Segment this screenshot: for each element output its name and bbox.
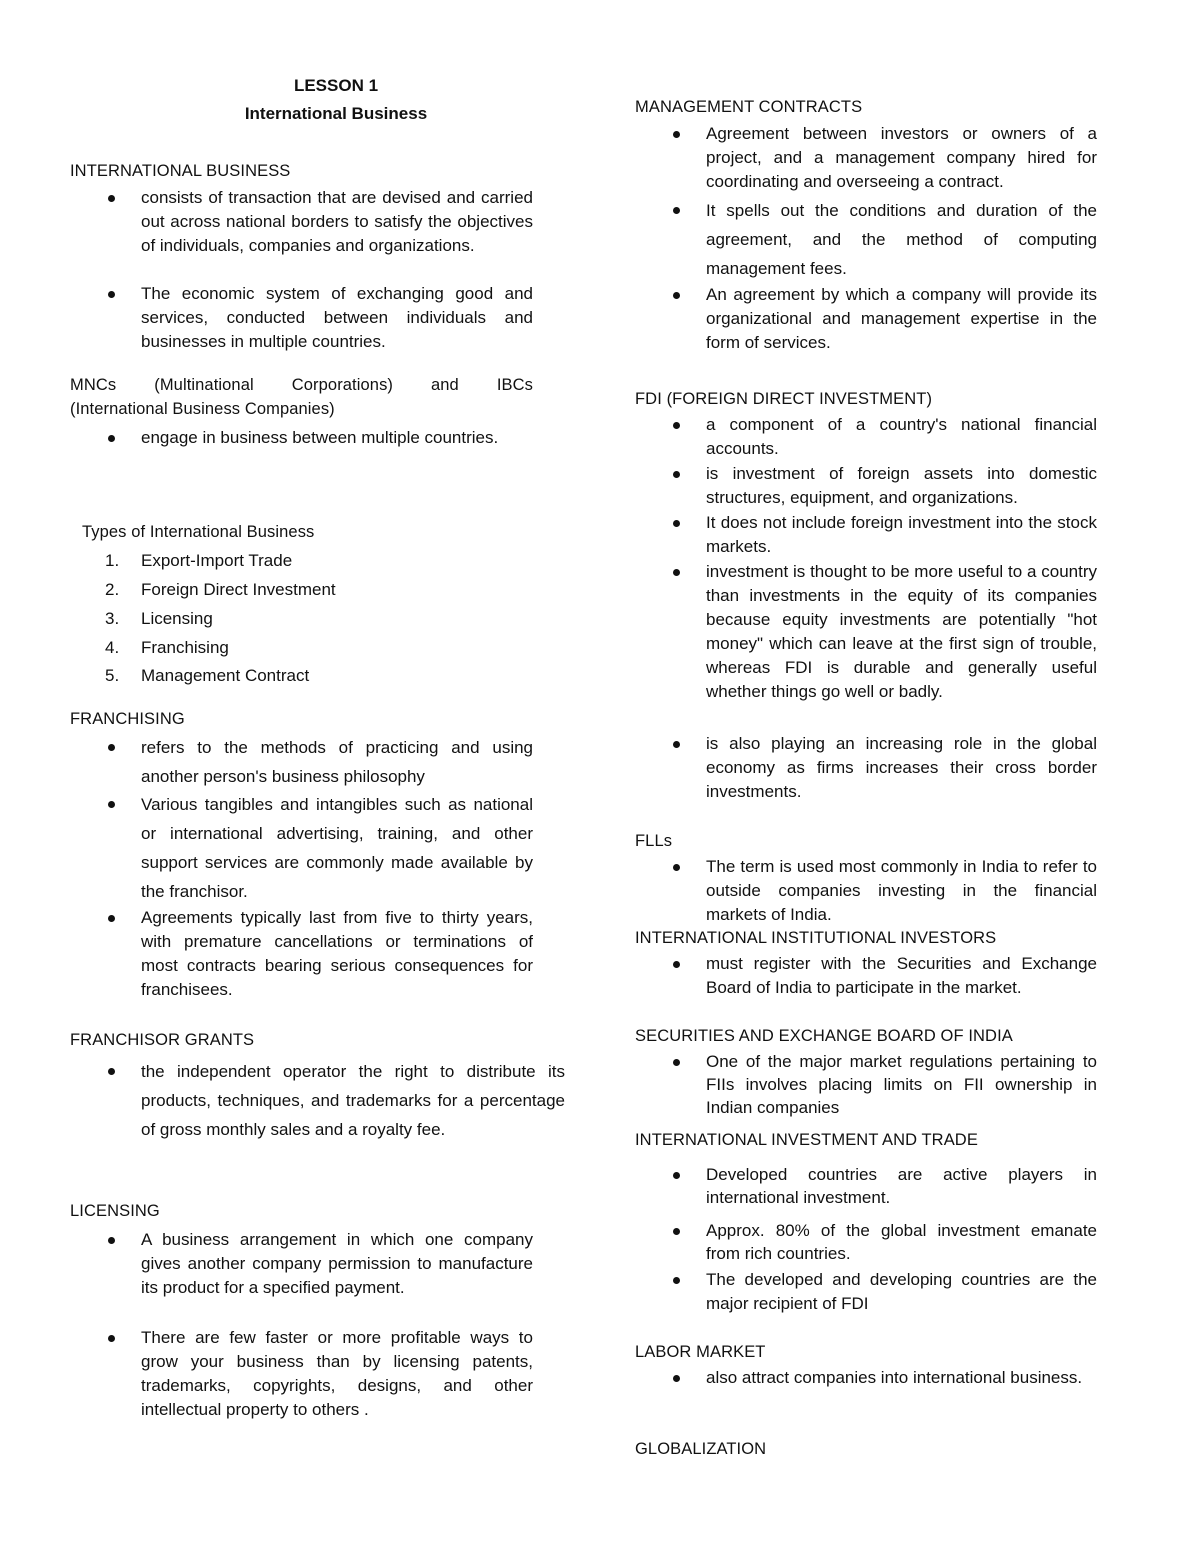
- list-item: engage in business between multiple countries.: [141, 422, 533, 454]
- section-heading-mncs-line2: (International Business Companies): [70, 400, 335, 418]
- list-item: The term is used most commonly in India to refer to outside companies investing in the financial markets of India.: [706, 855, 1097, 927]
- section-heading-types: Types of International Business: [82, 523, 315, 541]
- numbered-item: 5. Management Contract: [105, 666, 310, 685]
- list-item: The developed and developing countries are the major recipient of FDI: [706, 1268, 1097, 1316]
- list-item: refers to the methods of practicing and using another person's business philosophy: [141, 733, 533, 791]
- section-heading-fdi: FDI (FOREIGN DIRECT INVESTMENT): [635, 390, 933, 408]
- section-heading-international-business: INTERNATIONAL BUSINESS: [70, 162, 291, 180]
- section-heading-international-investment-trade: INTERNATIONAL INVESTMENT AND TRADE: [635, 1131, 978, 1149]
- numbered-item: 2. Foreign Direct Investment: [105, 580, 336, 599]
- list-item: investment is thought to be more useful to a country than investments in the equity of its companies because equity investments are potentially "hot money" which can leave at the first sign of trouble, whereas FDI is durable and generally useful whether things go well or badly.: [706, 560, 1097, 704]
- numbered-item: 4. Franchising: [105, 638, 229, 657]
- list-item: a component of a country's national financial accounts.: [706, 413, 1097, 461]
- list-item: the independent operator the right to distribute its products, techniques, and trademarks for a percentage of gross monthly sales and a royalty fee.: [141, 1057, 565, 1144]
- section-heading-licensing: LICENSING: [70, 1202, 160, 1220]
- numbered-item: 1. Export-Import Trade: [105, 551, 293, 570]
- list-item: Developed countries are active players in international investment.: [706, 1165, 1097, 1207]
- section-heading-flls: FLLs: [635, 832, 673, 850]
- lesson-title: LESSON 1: [293, 76, 379, 95]
- section-heading-franchising: FRANCHISING: [70, 710, 185, 728]
- list-item: One of the major market regulations pertaining to FIIs involves placing limits on FII ownership in Indian companies: [706, 1052, 1097, 1117]
- list-item: must register with the Securities and Exchange Board of India to participate in the market.: [706, 952, 1097, 1000]
- section-heading-labor-market: LABOR MARKET: [635, 1343, 766, 1361]
- list-item: Agreement between investors or owners of a project, and a management company hired for coordinating and overseeing a contract.: [706, 122, 1097, 194]
- section-heading-sebi: SECURITIES AND EXCHANGE BOARD OF INDIA: [635, 1027, 1013, 1045]
- numbered-item: 3. Licensing: [105, 609, 213, 628]
- list-item: There are few faster or more profitable ways to grow your business than by licensing patents, trademarks, copyrights, designs, and other intellectual property to others .: [141, 1326, 533, 1422]
- list-item: is investment of foreign assets into domestic structures, equipment, and organizations.: [706, 462, 1097, 510]
- list-item: Various tangibles and intangibles such as national or international advertising, training, and other support services are commonly made available by the franchisor.: [141, 790, 533, 906]
- list-item: A business arrangement in which one company gives another company permission to manufacture its product for a specified payment.: [141, 1228, 533, 1300]
- list-item: Approx. 80% of the global investment emanate from rich countries.: [706, 1221, 1097, 1263]
- list-item: consists of transaction that are devised and carried out across national borders to satisfy the objectives of individuals, companies and organizations.: [141, 186, 533, 258]
- lesson-subtitle: International Business: [244, 104, 428, 123]
- section-heading-globalization: GLOBALIZATION: [635, 1440, 767, 1458]
- list-item: An agreement by which a company will provide its organizational and management expertise in the form of services.: [706, 283, 1097, 355]
- section-heading-international-institutional-investors: INTERNATIONAL INSTITUTIONAL INVESTORS: [635, 929, 997, 947]
- section-heading-franchisor-grants: FRANCHISOR GRANTS: [70, 1031, 255, 1049]
- list-item: It spells out the conditions and duration of the agreement, and the method of computing management fees.: [706, 196, 1097, 283]
- list-item: also attract companies into international business.: [706, 1366, 1097, 1390]
- list-item: The economic system of exchanging good and services, conducted between individuals and businesses in multiple countries.: [141, 282, 533, 354]
- section-heading-management-contracts: MANAGEMENT CONTRACTS: [635, 98, 863, 116]
- list-item: It does not include foreign investment into the stock markets.: [706, 511, 1097, 559]
- list-item: Agreements typically last from five to thirty years, with premature cancellations or terminations of most contracts bearing serious consequences for franchisees.: [141, 906, 533, 1002]
- list-item: is also playing an increasing role in the global economy as firms increases their cross border investments.: [706, 732, 1097, 804]
- section-heading-mncs: MNCs (Multinational Corporations) and IBCs: [70, 376, 533, 394]
